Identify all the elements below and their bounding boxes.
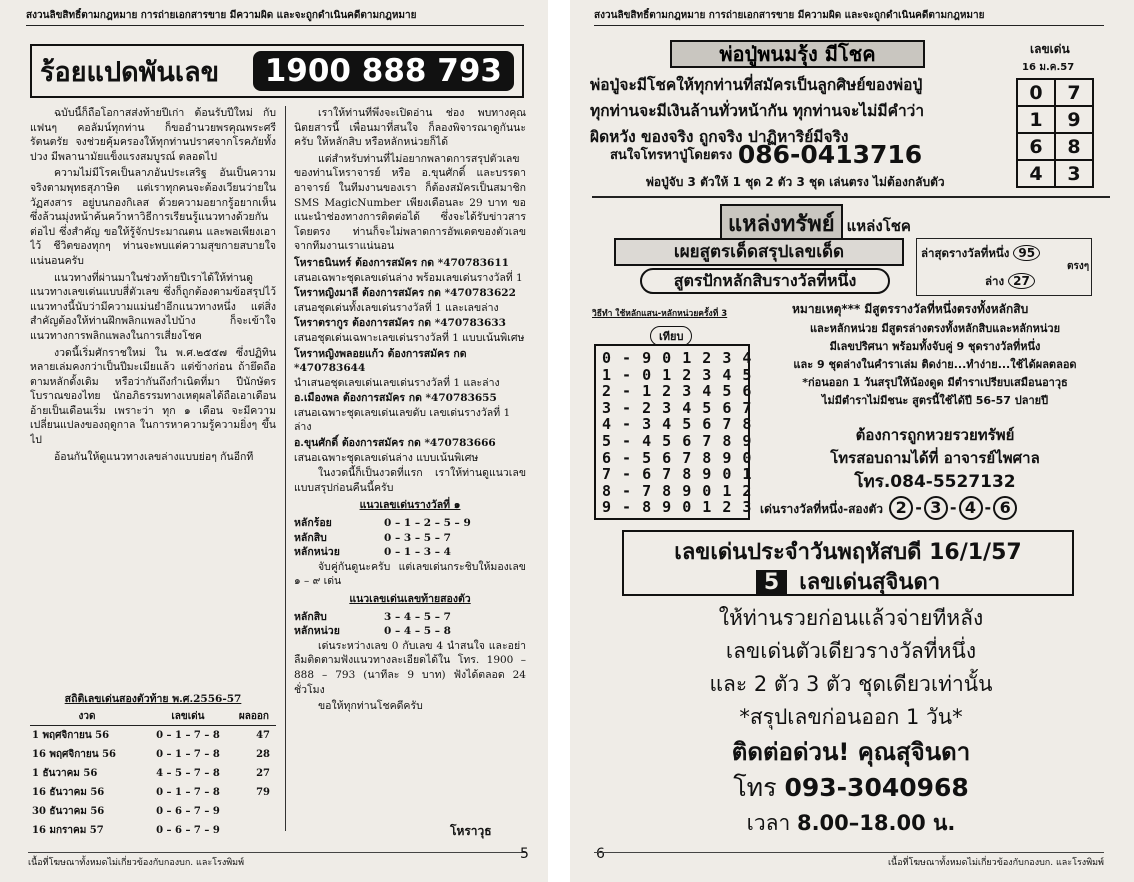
grid-row bbox=[1017, 106, 1093, 133]
note-play-label: เด่นรางวัลที่หนึ่ง-สองตัว bbox=[760, 502, 884, 516]
ad-big-line: ให้ท่านรวยก่อนแล้วจ่ายทีหลัง bbox=[718, 606, 984, 630]
stats-table-title: สถิติเลขเด่นสองตัวท้าย พ.ศ.2556-57 bbox=[64, 693, 242, 705]
table-row bbox=[30, 764, 276, 783]
latest-lower-value: 27 bbox=[1008, 273, 1035, 289]
paragraph: ขอให้ทุกท่านโชคดีครับ bbox=[318, 700, 423, 713]
lead-numbers-grid bbox=[1016, 78, 1094, 188]
table-row bbox=[30, 726, 276, 746]
table-header-row bbox=[30, 708, 276, 726]
note-line: มีเลขปริศนา พร้อมทั้งจับคู่ 9 ชุดรางวัลที่หนึ่ง bbox=[829, 340, 1041, 353]
contact-name: โหราหญิงพลอยแก้ว ต้องการสมัคร กด *470783644 bbox=[294, 347, 467, 375]
digit-row: 3 - 2 3 4 5 6 7 bbox=[602, 398, 753, 417]
cell: 0 – 6 – 7 – 9 bbox=[156, 825, 220, 836]
contact-entry bbox=[294, 391, 526, 435]
ad-big-line: เลขเด่นตัวเดียวรางวัลที่หนึ่ง bbox=[725, 639, 977, 663]
row-label: หลักสิบ bbox=[294, 610, 327, 623]
table-row bbox=[30, 802, 276, 821]
left-page bbox=[0, 0, 548, 882]
page-number: 6 bbox=[596, 846, 605, 862]
banner-title: ร้อยแปดพันเลข bbox=[40, 56, 220, 88]
digit-row: 9 - 8 9 0 1 2 3 bbox=[602, 498, 753, 517]
contact-desc: เสนอชุดเด่นทั้งเลขเด่นรางวัลที่ 1 และเลขล่าง bbox=[294, 301, 499, 314]
ad-phone-number: 093-3040968 bbox=[784, 773, 969, 802]
cell: 0 – 1 – 7 – 8 bbox=[156, 730, 220, 741]
paragraph: อ้อนกันให้ดูแนวทางเลขล่างแบบย่อๆ กันอีกที bbox=[54, 450, 254, 463]
phone-number: 086-0413716 bbox=[737, 140, 923, 169]
cell: 47 bbox=[256, 730, 270, 741]
table-row bbox=[30, 783, 276, 802]
digit-row: 8 - 7 8 9 0 1 2 bbox=[602, 481, 753, 500]
digit-row: 0 - 9 0 1 2 3 4 bbox=[602, 349, 753, 367]
paragraph: งวดนี้เริ่มศักราชใหม่ ใน พ.ศ.๒๕๕๗ ซึ่งปฏิทินหลายเล่มคงกว่าเป็นปีมะเมียแล้ว แต่ข้างก่อน ถ้ายึดถือตามหลักดั้งเดิม หรือว่ากันถึงกำเนิดที่มา ปีนักษัตรโบราณของไทย นักอภิธรรมทางเหตุผลได้ถือเอาเดือนอ้ายเป็นเดือนเริ่ม เพราะว่า ทุก ๑ เดือน จะมีความเปลี่ยนแปลงของฤดูกาล ในการหาความรู้ความยิ่งๆ ขึ้นไป bbox=[30, 346, 276, 447]
subheading: แนวเลขเด่นเลขท้ายสองตัว bbox=[349, 593, 471, 605]
page-number: 5 bbox=[520, 846, 529, 862]
contact-entry bbox=[294, 286, 526, 315]
digit-row: 1 - 0 1 2 3 4 5 bbox=[602, 365, 753, 384]
ad-copy bbox=[590, 72, 1008, 150]
ad-phone-row bbox=[610, 140, 922, 169]
cell: 79 bbox=[256, 787, 270, 798]
paragraph: เด่นระหว่างเลข 0 กับเลข 4 นำสนใจ และอย่าลืมติดตามฟังแนวทางละเอียดได้ใน โทร. 1900 – 888 – 793 (นาทีละ 9 บาท) ฟังได้ตลอด 24 ชั่วโมง bbox=[294, 639, 526, 696]
dash: - bbox=[915, 498, 922, 517]
paragraph: ความไม่มีโรคเป็นลาภอันประเสริฐ อันเป็นความจริงตามพุทธสุภาษิต แต่เราทุกคนจะต้องเวียนว่ายในวัฏสงสาร อยู่บนกองกิเลส ด้วยความอยากรู้อยากเห็น ซึ่งล้วนมุ่งหน้าค้นคว้าหาวิธีการเรียนรู้แนวทางด้วยกันต่อไป ซึ่งสำคัญ ขอให้รู้จักประมาณตน และพอเพียงเอาไว้ ชีวิตของทุกๆ ท่านจะพบแต่ความสุขกายสบายใจแน่นอนครับ bbox=[30, 167, 276, 267]
column-header: งวด bbox=[30, 708, 144, 726]
ad-hours-label: เวลา bbox=[746, 811, 791, 835]
cell: 0 – 6 – 7 – 9 bbox=[156, 806, 220, 817]
ad-phone-label: โทร bbox=[733, 773, 777, 802]
row-label: หลักร้อย bbox=[294, 517, 332, 530]
contact-desc: เสนอชุดเด่นเฉพาะเลขเด่นรางวัลที่ 1 แบบเน้นพิเศษ bbox=[294, 331, 525, 344]
compare-label: เทียบ bbox=[650, 326, 692, 346]
banner bbox=[30, 44, 524, 98]
number-row bbox=[294, 516, 526, 531]
digit-row: 5 - 4 5 6 7 8 9 bbox=[602, 431, 753, 450]
circled-digit: 6 bbox=[993, 496, 1017, 520]
circled-digit: 3 bbox=[924, 496, 948, 520]
cell: 0 – 1 – 7 – 8 bbox=[156, 787, 220, 798]
grid-row bbox=[1017, 133, 1093, 160]
ad-big-line: *สรุปเลขก่อนออก 1 วัน* bbox=[739, 705, 963, 729]
latest-lower-label: ล่าง bbox=[985, 274, 1005, 288]
grid-row bbox=[1017, 79, 1093, 106]
formula-subheading: สูตรปักหลักสิบรางวัลที่หนึ่ง bbox=[640, 268, 890, 294]
grid-cell: 0 bbox=[1017, 79, 1055, 106]
section-divider bbox=[592, 196, 1110, 198]
ad-hours bbox=[592, 806, 1110, 840]
row-value: 3 – 4 – 5 – 7 bbox=[384, 610, 451, 623]
row-label: หลักหน่วย bbox=[294, 546, 340, 559]
column-divider bbox=[285, 106, 286, 831]
contact-desc: เสนอเฉพาะชุดเลขเด่นล่าง แบบเน้นพิเศษ bbox=[294, 451, 479, 464]
cell: 28 bbox=[256, 749, 270, 760]
paragraph: แนวทางที่ผ่านมาในช่วงท้ายปีเราได้ให้ท่านดูแนวทางเลขเด่นแบบสี่ตัวเลข ซึ่งก็ถูกต้องตามข้อสรุปไว้ แนวทางนี้นับว่ามีความแม่นยำอีกแนวทางหนึ่ง แต่สิ่งสำคัญต้องให้ท่านฝึกพลิกแพลงไปบ้าง ก็จะเข้าใจแนวทางการพลิกแพลงในการเสี่ยงโชค bbox=[30, 271, 276, 342]
method-label: วิธีทำ ใช้หลักแสน-หลักหน่วยครั้งที่ 3 bbox=[592, 309, 728, 319]
contact-name: โหราธนินทร์ ต้องการสมัคร กด *470783611 bbox=[294, 256, 509, 269]
note-line: และหลักหน่วย มีสูตรล่างตรงทั้งหลักสิบและหลักหน่วย bbox=[809, 322, 1061, 335]
cell: 1 ธันวาคม 56 bbox=[32, 768, 98, 779]
number-row bbox=[294, 545, 526, 560]
cell: 0 – 1 – 7 – 8 bbox=[156, 749, 220, 760]
note-ask: โทรสอบถามได้ที่ อาจารย์ไพศาล bbox=[830, 449, 1040, 467]
ad-hours-value: 8.00–18.00 น. bbox=[796, 811, 956, 835]
ad-line: พ่อปู่จะมีโชคให้ทุกท่านที่สมัครเป็นลูกศิษย์ของพ่อปู่ bbox=[590, 76, 923, 94]
digit-table bbox=[594, 344, 753, 520]
table-row bbox=[30, 745, 276, 764]
latest-first-label: ล่าสุดรางวัลที่หนึ่ง bbox=[921, 246, 1010, 260]
ad-big-line: และ 2 ตัว 3 ตัว ชุดเดียวเท่านั้น bbox=[709, 672, 993, 696]
lead-numbers-date: 16 ม.ค.57 bbox=[1022, 62, 1075, 73]
cell: 1 พฤศจิกายน 56 bbox=[32, 730, 110, 741]
row-value: 0 – 1 – 3 – 4 bbox=[384, 546, 451, 559]
daily-number-title: เลขเด่นประจำวันพฤหัสบดี 16/1/57 bbox=[674, 540, 1022, 565]
latest-results-box bbox=[916, 238, 1092, 296]
cell: 16 พฤศจิกายน 56 bbox=[32, 749, 117, 760]
circled-digit: 2 bbox=[889, 496, 913, 520]
section-title-sub: แหล่งโชค bbox=[846, 217, 911, 235]
subheading: แนวเลขเด่นรางวัลที่ ๑ bbox=[359, 499, 461, 512]
banner-hotline-number: 1900 888 793 bbox=[253, 51, 514, 91]
contact-name: โหราหญิงมาลี ต้องการสมัคร กด *470783622 bbox=[294, 287, 516, 300]
dash: - bbox=[949, 498, 957, 517]
paragraph: ในงวดนี้ก็เป็นงวดที่แรก เราให้ท่านดูแนวเลขแบบสรุปก่อนคืนนี้ครับ bbox=[294, 467, 526, 494]
contact-name: อ.เมืองพล ต้องการสมัคร กด *470783655 bbox=[294, 392, 497, 405]
contact-entry bbox=[294, 347, 526, 391]
ad-line: ทุกท่านจะมีเงินล้านทั่วหน้ากัน ทุกท่านจะไม่มีคำว่า bbox=[590, 102, 925, 120]
contact-desc: เสนอเฉพาะชุดเลขเด่นเลขดับ เลขเด่นรางวัลที่ 1 ล่าง bbox=[294, 406, 511, 434]
latest-correct-label: ตรงๆ bbox=[1067, 261, 1090, 272]
note-heading: หมายเหตุ*** มีสูตรรางวัลที่หนึ่งตรงทั้งหลักสิบ bbox=[792, 302, 1029, 316]
author-signature: โหราวุธ bbox=[450, 824, 492, 838]
paragraph: จับคู่กันดูนะครับ แต่เลขเด่นกระชิบให้มองเลข ๑ – ๙ เด่น bbox=[294, 560, 526, 588]
daily-number-label: เลขเด่นสุจินดา bbox=[799, 570, 941, 595]
grid-row bbox=[1017, 160, 1093, 187]
column-right bbox=[294, 106, 526, 846]
ad-line: ผิดหวัง ของจริง ถูกจริง ปาฏิหาริย์มีจริง bbox=[590, 128, 849, 146]
cell: 27 bbox=[256, 768, 270, 779]
running-head: สงวนลิขสิทธิ์ตามกฎหมาย การถ่ายเอกสารขาย มีความผิด และจะถูกดำเนินคดีตามกฎหมาย bbox=[26, 8, 524, 26]
contact-name: โหราตรากูร ต้องการสมัคร กด *470783633 bbox=[294, 317, 506, 330]
page-footer: เนื้อที่โฆษณาทั้งหมดไม่เกี่ยวข้องกับกองบก. และโรงพิมพ์ bbox=[594, 852, 1104, 869]
contact-entry bbox=[294, 316, 526, 345]
contact-entry bbox=[294, 256, 526, 285]
stats-table bbox=[30, 708, 276, 840]
column-header: เลขเด่น bbox=[144, 708, 232, 726]
daily-number: 5 bbox=[756, 570, 787, 595]
note-play-row bbox=[760, 496, 1019, 520]
page-footer: เนื้อที่โฆษณาทั้งหมดไม่เกี่ยวข้องกับกองบก. และโรงพิมพ์ bbox=[28, 852, 526, 869]
row-value: 0 – 1 – 2 – 5 – 9 bbox=[384, 517, 471, 530]
note-need: ต้องการถูกหวยรวยทรัพย์ bbox=[855, 426, 1015, 444]
ad-banner-title: พ่อปู่พนมรุ้ง มีโชค bbox=[670, 40, 925, 68]
digit-row: 6 - 5 6 7 8 9 0 bbox=[602, 448, 753, 467]
grid-cell: 8 bbox=[1055, 133, 1093, 160]
latest-first-value: 95 bbox=[1013, 245, 1040, 261]
latest-first-row bbox=[921, 245, 1040, 263]
formula-heading: เผยสูตรเด็ดสรุปเลขเด็ด bbox=[614, 238, 904, 266]
column-left bbox=[30, 106, 276, 721]
phone-label: สนใจโทรหาปู่โดยตรง bbox=[610, 148, 733, 163]
ad-note: พ่อปู่จับ 3 ตัวให้ 1 ชุด 2 ตัว 3 ชุด เล่นตรง ไม่ต้องกลับตัว bbox=[646, 175, 945, 189]
paragraph: แต่สำหรับท่านที่ไม่อยากพลาดการสรุปตัวเลขของท่านโหราจารย์ หรือ อ.ขุนศักดิ์ และบรรดาอาจารย์ ในทีมงานของเรา ก็ต้องสมัครเป็นสมาชิก SMS MagicNumber เพียงเดือนละ 29 บาท ขอแนะนำช่องทางการติดต่อได้ ซึ่งจะได้รับข่าวสารโดยตรง ท่านก็จะไม่พลาดการอัพเดตของตัวเลข จากทีมงานเราแน่นอน bbox=[294, 152, 526, 253]
note-phone: โทร.084-5527132 bbox=[854, 472, 1016, 492]
number-row bbox=[294, 531, 526, 546]
note-line: และ 9 ชุดล่างในคำราเล่ม ติดง่าย...ทำง่าย...ใช้ได้ผลตลอด bbox=[793, 358, 1077, 371]
column-header: ผลออก bbox=[232, 708, 276, 726]
paragraph: เราให้ท่านที่พึ่งจะเปิดอ่าน ช่อง พบทางคุณนิตยสารนี้ เพื่อนมาที่สนใจ ก็ลองพิจารณาดูกันนะครับ ให้หลักสิบ หรือหลักหน่วยก็ได้ bbox=[294, 107, 526, 149]
ad-big-copy bbox=[592, 602, 1110, 840]
circled-digit: 4 bbox=[959, 496, 983, 520]
daily-number-row bbox=[624, 564, 1072, 599]
lead-numbers-label: เลขเด่น bbox=[1030, 42, 1070, 56]
grid-cell: 3 bbox=[1055, 160, 1093, 187]
grid-cell: 7 bbox=[1055, 79, 1093, 106]
digit-row: 2 - 1 2 3 4 5 6 bbox=[602, 382, 753, 401]
grid-cell: 1 bbox=[1017, 106, 1055, 133]
contact-name: อ.ขุนศักดิ์ ต้องการสมัคร กด *470783666 bbox=[294, 437, 496, 450]
row-label: หลักสิบ bbox=[294, 531, 327, 544]
note-line: ไม่มีตำราไม่มีชนะ สูตรนี้ใช้ได้ปี 56-57 ปลายปี bbox=[821, 394, 1049, 407]
cell bbox=[232, 802, 276, 821]
section-title-main: แหล่งทรัพย์ bbox=[720, 204, 843, 243]
contact-desc: เสนอเฉพาะชุดเลขเด่นล่าง พร้อมเลขเด่นรางวัลที่ 1 bbox=[294, 271, 523, 284]
number-row bbox=[294, 610, 526, 625]
right-page bbox=[570, 0, 1134, 882]
daily-number-box bbox=[622, 530, 1074, 596]
cell bbox=[232, 821, 276, 840]
row-value: 0 – 3 – 5 – 7 bbox=[384, 531, 451, 544]
grid-cell: 6 bbox=[1017, 133, 1055, 160]
ad-contact: ติดต่อด่วน! คุณสุจินดา bbox=[731, 738, 971, 766]
cell: 16 ธันวาคม 56 bbox=[32, 787, 105, 798]
digit-row: 7 - 6 7 8 9 0 1 bbox=[602, 465, 753, 484]
digit-row: 4 - 3 4 5 6 7 8 bbox=[602, 415, 753, 434]
grid-cell: 4 bbox=[1017, 160, 1055, 187]
note-line: *ก่อนออก 1 วันสรุปให้น้องดูด มีตำราเปรียบเสมือนอาวุธ bbox=[802, 376, 1068, 389]
cell: 4 – 5 – 7 – 8 bbox=[156, 768, 220, 779]
grid-cell: 9 bbox=[1055, 106, 1093, 133]
cell: 16 มกราคม 57 bbox=[32, 825, 104, 836]
ad-phone bbox=[592, 770, 1110, 806]
paragraph: ฉบับนี้ก็ถือโอกาสส่งท้ายปีเก่า ต้อนรับปีใหม่ กับแฟนๆ คอลัมน์ทุกท่าน ก็ขออำนวยพรคุณพระศรีรัตนตรัย จงช่วยคุ้มครองให้ทุกท่านปราศจากโรคภัยทั้งปวง มีพลานามัยแข็งแรงสมบูรณ์ ตลอดไป bbox=[30, 107, 276, 163]
number-row bbox=[294, 624, 526, 639]
row-label: หลักหน่วย bbox=[294, 625, 340, 638]
contact-entry bbox=[294, 436, 526, 465]
running-head: สงวนลิขสิทธิ์ตามกฎหมาย การถ่ายเอกสารขาย มีความผิด และจะถูกดำเนินคดีตามกฎหมาย bbox=[594, 8, 1104, 26]
latest-lower-row bbox=[985, 273, 1035, 291]
dash: - bbox=[984, 498, 992, 517]
note-body bbox=[760, 320, 1110, 410]
cell: 30 ธันวาคม 56 bbox=[32, 806, 105, 817]
row-value: 0 – 4 – 5 – 8 bbox=[384, 625, 451, 638]
contact-desc: นำเสนอชุดเลขเด่นเลขเด่นรางวัลที่ 1 และล่าง bbox=[294, 376, 500, 389]
table-row bbox=[30, 821, 276, 840]
